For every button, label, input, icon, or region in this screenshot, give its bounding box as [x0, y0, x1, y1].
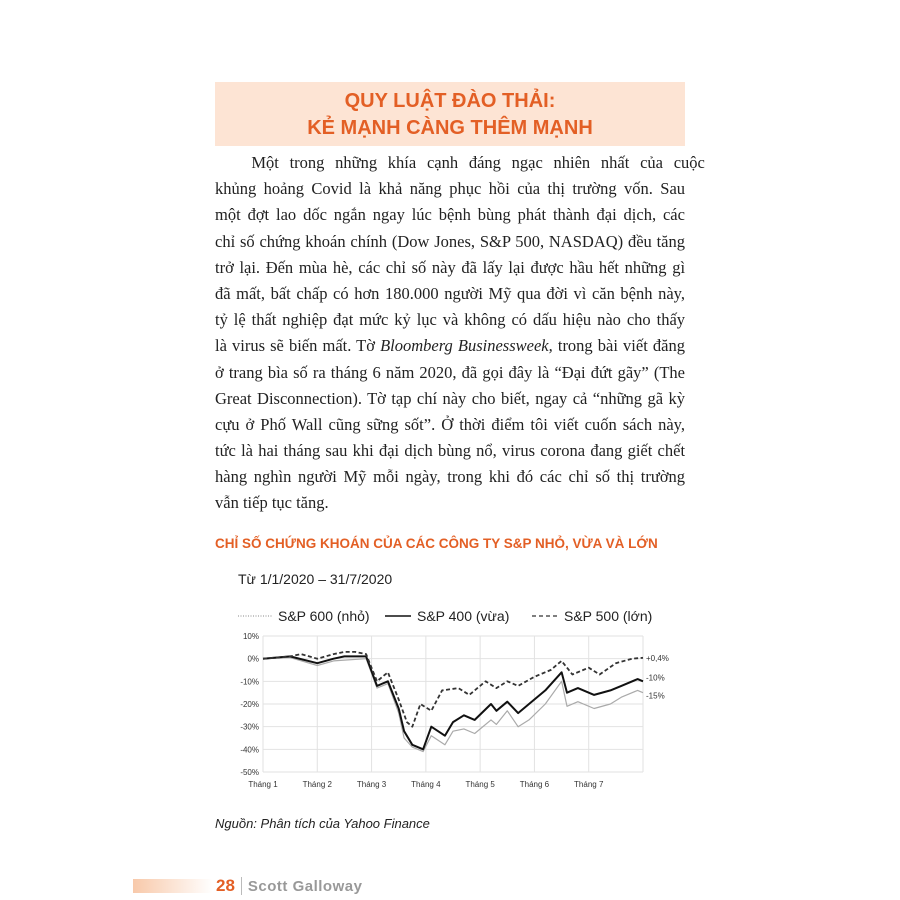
x-tick-label: Tháng 7: [574, 780, 604, 789]
body-line-text: khủng hoảng Covid là khả năng phục hồi của thị trường vốn. Sau: [215, 179, 686, 199]
body-line-text: hàng nghìn người Mỹ mỗi ngày, trong khi đó các chỉ số thị trường: [215, 467, 686, 487]
body-line-text: trong bài viết đăng: [552, 336, 685, 356]
source-note: Nguồn: Phân tích của Yahoo Finance: [215, 816, 430, 831]
series-line-600: [263, 658, 643, 752]
legend-label: S&P 400 (vừa): [417, 608, 510, 624]
y-tick-label: 10%: [242, 632, 259, 641]
end-value-label: +0,4%: [646, 653, 669, 663]
y-tick-label: 0%: [247, 654, 259, 664]
x-tick-label: Tháng 6: [519, 780, 550, 789]
footer-decoration: [133, 879, 213, 893]
x-tick-label: Tháng 1: [248, 780, 278, 789]
end-value-label: -15%: [646, 691, 665, 701]
legend-label: S&P 500 (lớn): [564, 608, 653, 624]
page-footer: [133, 876, 362, 896]
body-line-text: tỷ lệ thất nghiệp đạt mức kỷ lục và không có dấu hiệu nào cho thấy: [215, 310, 686, 330]
body-line-text: là virus sẽ biến mất. Tờ: [215, 336, 381, 356]
body-line-text: vẫn tiếp tục tăng.: [215, 493, 329, 513]
legend-label: S&P 600 (nhỏ): [278, 608, 370, 624]
body-line-text: đã mất, bất chấp có hơn 180.000 người Mỹ qua đời vì căn bệnh này,: [215, 283, 685, 303]
footer-divider: [241, 877, 242, 895]
body-line-text: Một trong những khía cạnh đáng ngạc nhiên nhất của cuộc: [215, 153, 705, 172]
body-line-text: tức là hai tháng sau khi đại dịch bùng nổ, virus corona đang giết chết: [215, 441, 686, 461]
body-line-text: Great Disconnection). Tờ tạp chí này cho biết, ngay cả “những gã kỳ: [215, 388, 685, 408]
x-tick-label: Tháng 2: [302, 780, 332, 789]
end-value-label: -10%: [646, 673, 665, 683]
x-tick-label: Tháng 5: [465, 780, 495, 789]
y-tick-label: -20%: [240, 700, 259, 709]
italic-text: Bloomberg Businessweek,: [380, 336, 553, 356]
y-tick-label: -30%: [240, 722, 259, 732]
x-tick-label: Tháng 4: [411, 780, 441, 789]
x-tick-label: Tháng 3: [356, 780, 387, 789]
page-number: 28: [216, 876, 235, 895]
author-name: Scott Galloway: [247, 877, 363, 895]
body-line-text: cựu ở Phố Wall cũng sững sốt”. Ở thời điểm tôi viết cuốn sách này,: [215, 414, 685, 434]
body-line-text: một đợt lao dốc ngắn ngay lúc bệnh bùng phát thành đại dịch, các: [215, 205, 685, 225]
series-line-400: [263, 656, 643, 749]
y-tick-label: -10%: [240, 677, 259, 687]
chart-title: CHỈ SỐ CHỨNG KHOÁN CỦA CÁC CÔNG TY S&P NHỎ, VỪA VÀ LỚN: [215, 536, 658, 551]
y-tick-label: -50%: [240, 768, 259, 777]
y-tick-label: -40%: [240, 745, 259, 755]
heading-line-1: QUY LUẬT ĐÀO THẢI:: [344, 90, 556, 112]
body-line-text: trở lại. Đến mùa hè, các chỉ số này đã lấy lại được hầu hết những gì: [215, 257, 686, 277]
body-line-text: ở trang bìa số ra tháng 6 năm 2020, đã gọi đây là “Đại đứt gãy” (The: [215, 362, 686, 382]
heading-line-2: KẺ MẠNH CÀNG THÊM MẠNH: [307, 117, 593, 139]
body-line-text: chỉ số chứng khoán chính (Dow Jones, S&P 500, NASDAQ) đều tăng: [215, 231, 685, 251]
chart-subtitle: Từ 1/1/2020 – 31/7/2020: [238, 571, 393, 587]
